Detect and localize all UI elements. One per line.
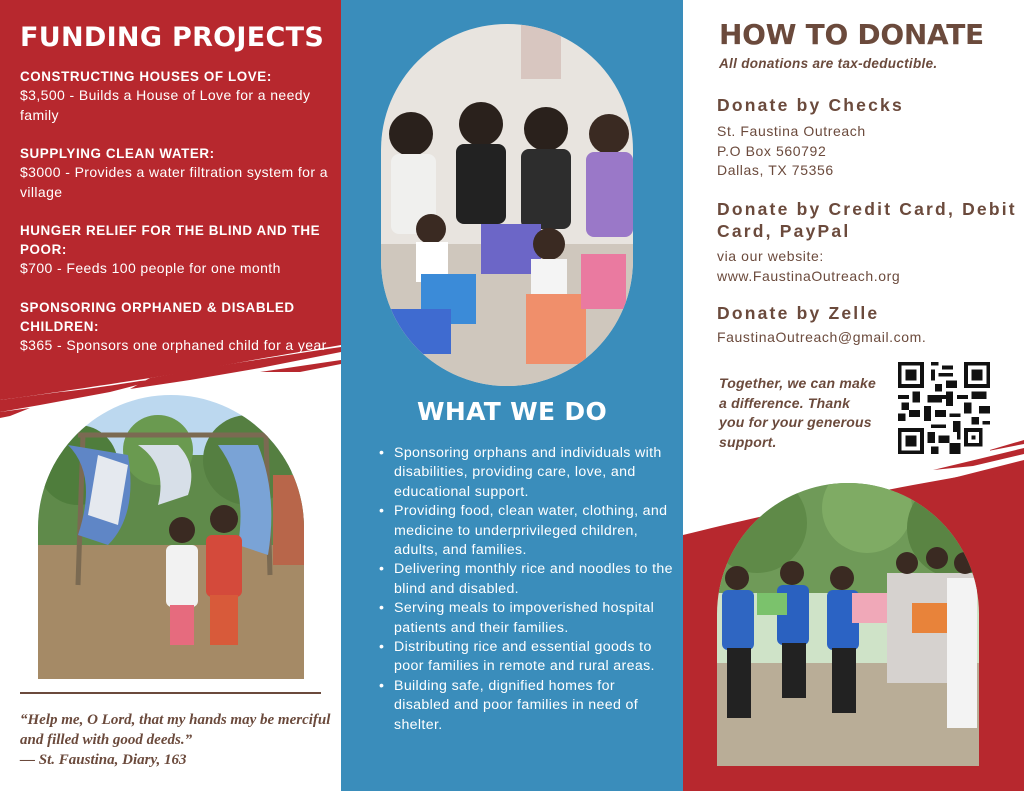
faustina-quote [20,710,335,770]
project-desc: $3,500 - Builds a House of Love for a needy family [20,87,311,123]
tax-note: All donations are tax-deductible. [719,56,938,71]
project-houses [20,67,330,125]
quote-text: “Help me, O Lord, that my hands may be merciful and filled with good deeds.” [20,712,331,748]
what-we-do-list [377,444,673,735]
qr-code-icon [898,362,990,454]
address-line: P.O Box 560792 [717,142,827,159]
address-line: Dallas, TX 75356 [717,162,834,178]
what-we-do-title: WHAT WE DO [416,397,608,426]
children-village-photo [38,395,304,679]
quote-attribution: — St. Faustina, Diary, 163 [20,752,187,768]
funding-title: FUNDING PROJECTS [20,22,325,53]
project-orphans [20,298,330,356]
thank-you-note: Together, we can make a difference. Thank you for your generous support. [719,375,876,450]
project-water [20,144,330,202]
donate-panel [683,0,1024,791]
donate-title: HOW TO DONATE [719,18,984,51]
method-title: Donate by Credit Card, Debit Card, PayPal [717,199,1017,241]
list-item: • Building safe, dignified homes for disabled and poor families in need of shelter. [377,677,673,735]
project-title: SUPPLYING CLEAN WATER: [20,146,215,161]
donate-checks [717,94,1017,181]
list-item: • Providing food, clean water, clothing, and medicine to underprivileged children, adults, and families. [377,502,673,560]
project-desc: $365 - Sponsors one orphaned child for a year [20,336,327,353]
donate-zelle [717,302,1017,348]
funding-panel [0,0,341,791]
group-children-photo [381,24,633,386]
project-hunger [20,221,330,279]
method-title: Donate by Checks [717,95,904,115]
list-item: • Sponsoring orphans and individuals with disabilities, providing care, love, and educational support. [377,444,673,502]
what-we-do-panel [341,0,683,791]
funding-content [20,22,330,374]
list-item: • Delivering monthly rice and noodles to the blind and disabled. [377,560,673,599]
donate-card [717,198,1017,286]
address-line: St. Faustina Outreach [717,123,866,139]
project-desc: $3000 - Provides a water filtration system for a village [20,164,328,200]
project-title: HUNGER RELIEF FOR THE BLIND AND THE POOR: [20,223,321,257]
zelle-email[interactable]: FaustinaOutreach@gmail.com. [717,329,927,345]
volunteers-distribution-photo [717,483,979,766]
list-item: • Serving meals to impoverished hospital patients and their families. [377,599,673,638]
quote-divider [20,692,321,694]
project-title: SPONSORING ORPHANED & DISABLED CHILDREN: [20,299,295,334]
website-label: via our website: [717,248,824,264]
project-desc: $700 - Feeds 100 people for one month [20,260,281,276]
list-item: • Distributing rice and essential goods to poor families in remote and rural areas. [377,638,673,677]
method-title: Donate by Zelle [717,303,880,323]
website-link[interactable]: www.FaustinaOutreach.org [717,267,901,284]
project-title: CONSTRUCTING HOUSES OF LOVE: [20,69,272,84]
